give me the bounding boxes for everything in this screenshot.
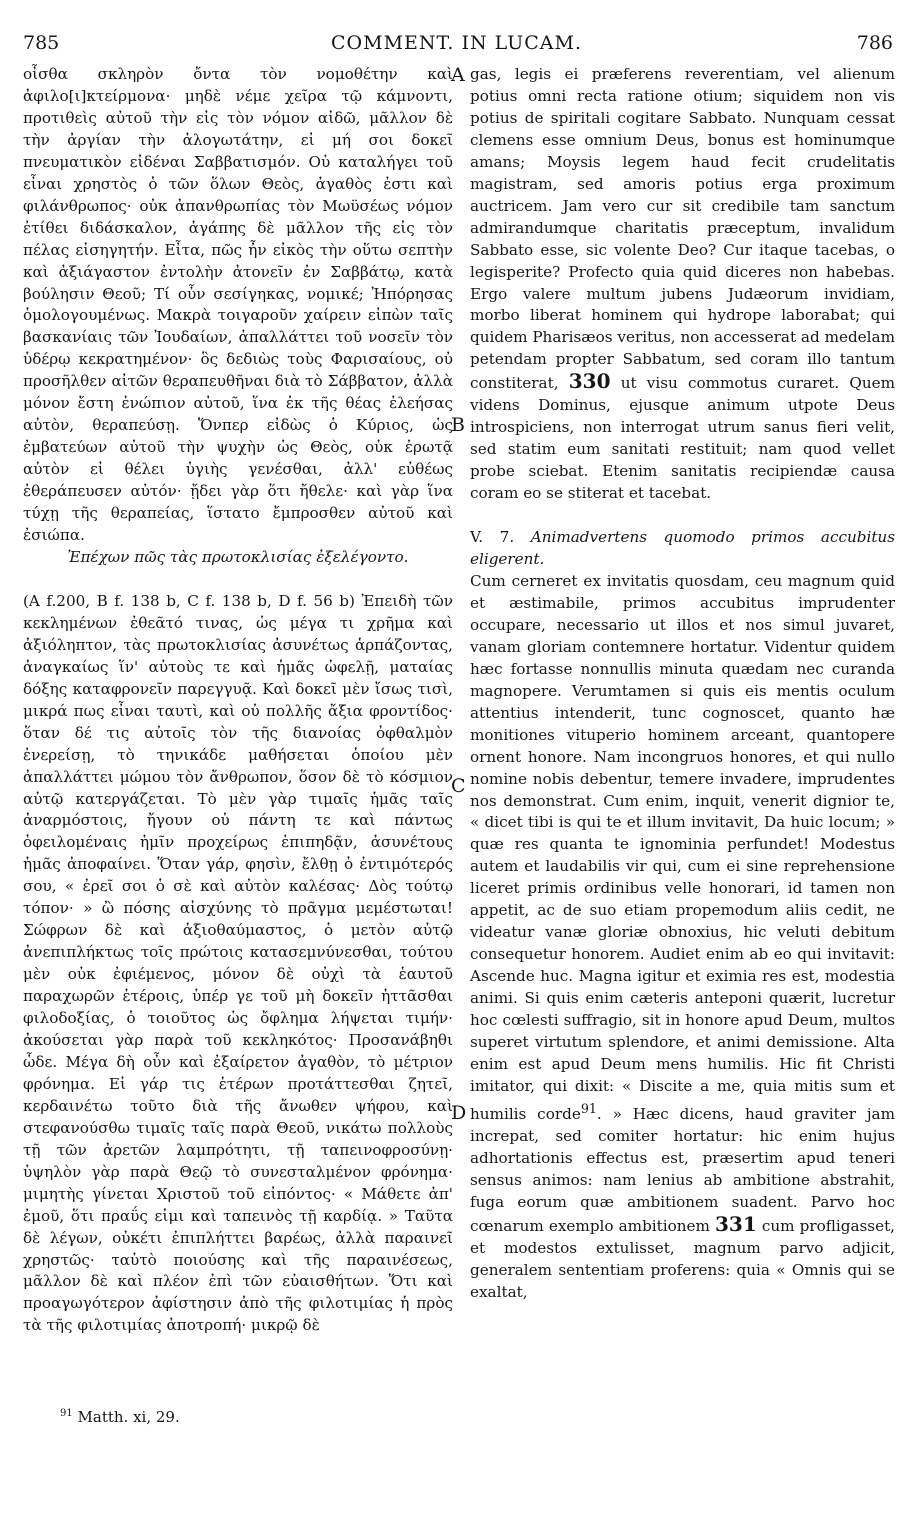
margin-letter-d: D [451, 1102, 467, 1124]
page-number-left: 785 [23, 32, 60, 54]
margin-letter-c: C [451, 775, 466, 797]
footnote-reference: 91 [580, 1100, 597, 1116]
latin-paragraph-1-text-b: ut visu commotus curaret. Quem videns Dominus, ejusque animum utpote Deus introspiciens, non interrogat utrum sanus fieri velit, sed statim eum sanitati restituit; nam quod vellet probe sciebat. Etenim sanitatis recipiendæ causa coram eo se stiterat et tacebat. [470, 374, 896, 503]
greek-paragraph-1: οἶσθα σκληρὸν ὄντα τὸν νομοθέτην καὶ ἀφιλο[ι]κτείρμονα· μηδὲ νέμε χεῖρα τῷ κάμνοντι, προτιθεὶς αὐτοῦ τὴν εἰς τὸν νόμον αἰδῶ, μᾶλλον δὲ τὴν ἀργίαν τὴν ἀλογωτάτην, εἰ μή σοι δοκεῖ πνευματικὸν εἰδέναι Σαββατισμόν. Οὐ καταλήγει τοῦ εἶναι χρηστὸς ὁ τῶν ὅλων Θεὸς, ἀγαθὸς ἐστι καὶ φιλάνθρωπος· οὐκ ἀπανθρωπίας τὸν Μωϋσέως νόμον ἐτίθει διδάσκαλον, ἀγάπης δὲ μᾶλλον τῆς εἰς τὸν πέλας εἰσηγητήν. Εἶτα, πῶς ἦν εἰκὸς τὴν οὕτω σεπτὴν καὶ ἀξιάγαστον ἐντολὴν ἀτονεῖν ἐν Σαββάτῳ, κατὰ βούλησιν Θεοῦ; Τί οὖν σεσίγηκας, νομικέ; Ἠπόρησας ὁμολογουμένως. Μακρὰ τοιγαροῦν χαίρειν εἰπὼν ταῖς βασκανίαις τῶν Ἰουδαίων, ἀπαλλάττει τοῦ νοσεῖν τὸν ὑδέρῳ κεκρατημένον· ὃς δεδιὼς τοὺς Φαρισαίους, οὐ προσῆλθεν αἰτῶν θεραπευθῆναι διὰ τὸ Σάββατον, ἀλλὰ μόνον ἔστη ἐνώπιον αὐτοῦ, ἵνα ἐκ τῆς θέας ἐλεήσας αὐτὸν, θεραπεύσῃ. Ὅνπερ εἰδὼς ὁ Κύριος, ὡς ἐμβατεύων αὐτοῦ τὴν ψυχὴν ὡς Θεὸς, οὐκ ἐρωτᾷ αὐτὸν εἰ θέλει ὑγιὴς γενέσθαι, ἀλλ' εὐθέως ἐθεράπευσεν αὐτόν· ᾔδει γὰρ ὅτι ἤθελε· καὶ γὰρ ἵνα τύχῃ τῆς θεραπείας, ἵστατο ἔμπροσθεν αὐτοῦ καὶ ἐσιώπα. [23, 65, 453, 545]
column-marker-331: 331 [715, 1211, 757, 1236]
latin-paragraph-2 [470, 571, 895, 1304]
latin-heading-text: Animadvertens quomodo primos accubitus eligerent. [470, 528, 895, 569]
footnote-number: 91 [60, 1408, 73, 1419]
greek-paragraph-2-text: Ἐπειδὴ τῶν κεκλημένων ἐθεᾶτό τινας, ὡς μέγα τι χρῆμα καὶ ἀξιόληπτον, τὰς πρωτοκλισίας ἀσυνέτως ἁρπάζοντας, ἀναγκαίως ἵν' αὐτοὺς τε καὶ ἡμᾶς ὠφελῇ, ματαίας δόξης καταφρονεῖν παρεγγυᾷ. Καὶ δοκεῖ μὲν ἴσως τισὶ, μικρά πως εἶναι ταυτὶ, καὶ οὐ πολλῆς ἄξια φροντίδος· ὅταν δέ τις αὐτοῖς τὸν τῆς διανοίας ὀφθαλμὸν ἐνερείσῃ, τὸ τηνικάδε μαθήσεται ὁποίου μὲν ἀπαλλάττει μώμου τὸν ἄνθρωπον, ὅσον δὲ τὸ κόσμιον αὐτῷ κατεργάζεται. Τὸ μὲν γὰρ τιμαῖς ἡμᾶς ταῖς ἀναρμόστοις, ἤγουν οὐ πάντη τε καὶ πάντως ὀφειλομέναις ἡμῖν προχείρως ἐπιπηδᾷν, ἀσυνέτους ἡμᾶς ἀποφαίνει. Ὅταν γάρ, φησὶν, ἔλθῃ ὁ ἐντιμότερός σου, « ἐρεῖ σοι ὁ σὲ καὶ αὐτὸν καλέσας· Δὸς τούτῳ τόπον· » ὢ πόσης αἰσχύνης τὸ πρᾶγμα μεμέστωται! Σώφρων δὲ καὶ ἀξιοθαύμαστος, ὁ μετὸν αὐτῷ ἀνεπιπλήκτως τοῖς πρώτοις κατασεμνύνεσθαι, τούτου μὲν οὐκ ἐφιέμενος, μόνον δὲ οὐχὶ τὰ ἑαυτοῦ παραχωρῶν ἑτέροις, ὑπέρ γε τοῦ μὴ δοκεῖν ἡττᾶσθαι φιλοδοξίας, ὁ τοιοῦτος ὡς ὄφλημα λήψεται τιμήν· ἀκούσεται γὰρ παρὰ τοῦ κεκληκότος· Προσανάβηθι ὧδε. Μέγα δὴ οὖν καὶ ἐξαίρετον ἀγαθὸν, τὸ μέτριον φρόνημα. Εἰ γάρ τις ἑτέρων προτάττεσθαι ζητεῖ, κερδαινέτω τοῦτο διὰ τῆς ἄνωθεν ψήφου, καὶ στεφανούσθω τιμαῖς ταῖς παρὰ Θεοῦ, νικάτω πολλοὺς τῇ τῶν ἀρετῶν λαμπρότητι, τῇ ταπεινοφροσύνῃ· ὑψηλὸν γὰρ παρὰ Θεῷ τὸ συνεσταλμένον φρόνημα· μιμητὴς γίνεται Χριστοῦ τοῦ εἰπόντος· « Μάθετε ἀπ' ἐμοῦ, ὅτι πραΰς εἰμι καὶ ταπεινὸς τῇ καρδίᾳ. » Ταῦτα δὲ λέγων, οὐκέτι ἐπιπλήττει βαρέως, ἀλλὰ παραινεῖ χρηστῶς· ταὐτὸ ποιούσης καὶ τῆς παραινέσεως, μᾶλλον δὲ καὶ πλέον ἐπὶ τῶν εὐαισθήτων. Ὅτι καὶ προαγωγότερον ἀφίστησιν ἀπὸ τῆς φιλοτιμίας ἡ πρὸς τὰ τῆς φιλοτιμίας ἀποτροπή· μικρῷ δὲ [23, 591, 453, 1335]
page-number-right: 786 [856, 32, 893, 54]
greek-section-heading: Ἐπέχων πῶς τὰς πρωτοκλισίας ἐξελέγοντο. [67, 547, 409, 566]
page-header [0, 30, 913, 56]
latin-paragraph-2-text-c: cum profligasset, et modestos extulisset, magnum parvo adjicit, generalem sententiam proferens: quia « Omnis qui se exaltat, [470, 1216, 896, 1301]
footnote [60, 1408, 180, 1426]
latin-paragraph-2-text-a: Cum cerneret ex invitatis quosdam, ceu magnum quid et æstimabile, primos accubitus imprudenter occupare, necessario ut illos et nos simul juvaret, vanam gloriam contemnere hortatur. Videntur quidem hæc fortasse nonnullis minuta quædam nec curanda magnopere. Verumtamen si quis eis mentis oculum attentius intenderit, tunc cognoscet, quanto hæ monitiones vituperio hominem arceant, quantopere ornent honore. Nam incongruos honores, et qui nullo nomine nobis debentur, temere invadere, imprudentes nos demonstrat. Cum enim, inquit, venerit dignior te, « dicet tibi is qui te et illum invitavit, Da huic locum; » quæ res quanta te ignominia perfundet! Modestus autem et laudabilis vir qui, cum ei sine reprehensione liceret primis ordinibus velle honorari, id tamen non appetit, ac de suo etiam propemodum aliis cedit, ne videatur vanæ gloriæ obnoxius, hic veluti debitum consequetur honorem. Audiet enim ab eo qui invitavit: Ascende huc. Magna igitur et eximia res est, modestia animi. Si quis enim cæteris anteponi quærit, lucretur hoc cœlesti suffragio, sit in honore apud Deum, multos superet virtutum splendore, et animi demissione. Alta enim est apud Deum mens humilis. Hic fit Christi imitator, qui dixit: « Discite a me, quia mitis sum et humilis corde [470, 571, 895, 1123]
manuscript-reference: (A f.200, B f. 138 b, C f. 138 b, D f. 56 b) [23, 591, 355, 610]
verse-number: V. 7. [470, 528, 515, 547]
latin-paragraph-1 [470, 64, 895, 505]
running-head: COMMENT. IN LUCAM. [331, 32, 582, 54]
footnote-text: Matth. xi, 29. [77, 1408, 180, 1426]
column-marker-330: 330 [568, 369, 611, 394]
margin-letter-a: A [451, 64, 465, 86]
latin-paragraph-2-text-b: . » Hæc dicens, haud graviter jam increpat, sed comiter hortatur: hic enim hujus adhortationis effectus est, præsertim apud teneri sensus animos: nam lenius ab ambitione abstrahit, fuga eorum quæ ambitionem suadent. Parvo hoc cœnarum exemplo ambitionem [470, 1104, 896, 1235]
latin-column [470, 64, 895, 1303]
margin-letter-b: B [451, 414, 465, 436]
latin-paragraph-1-text-a: gas, legis ei præferens reverentiam, vel alienum potius omni recta ratione otium; siquidem non vis potius de spiritali cogitare Sabbato. Nunquam cessat clemens esse omnium Deus, bonus est hominumque amans; Moysis legem haud fecit crudelitatis magistram, sed amoris potius erga proximum auctricem. Jam vero cur sit credibile tam sanctum admirandumque charitatis præceptum, invalidum Sabbato esse, sic volente Deo? Cur itaque tacebas, o legisperite? Profecto quia quid diceres non habebas. Ergo valere multum jubens Judæorum invidiam, morbo liberat hominem qui hydrope laborabat; qui quidem Pharisæos veritus, non accesserat ad medelam petendam propter Sabbatum, sed coram illo tantum constiterat, [470, 65, 895, 393]
greek-column [23, 64, 453, 1337]
greek-paragraph-2 [23, 591, 453, 1337]
latin-section-heading [470, 527, 895, 571]
